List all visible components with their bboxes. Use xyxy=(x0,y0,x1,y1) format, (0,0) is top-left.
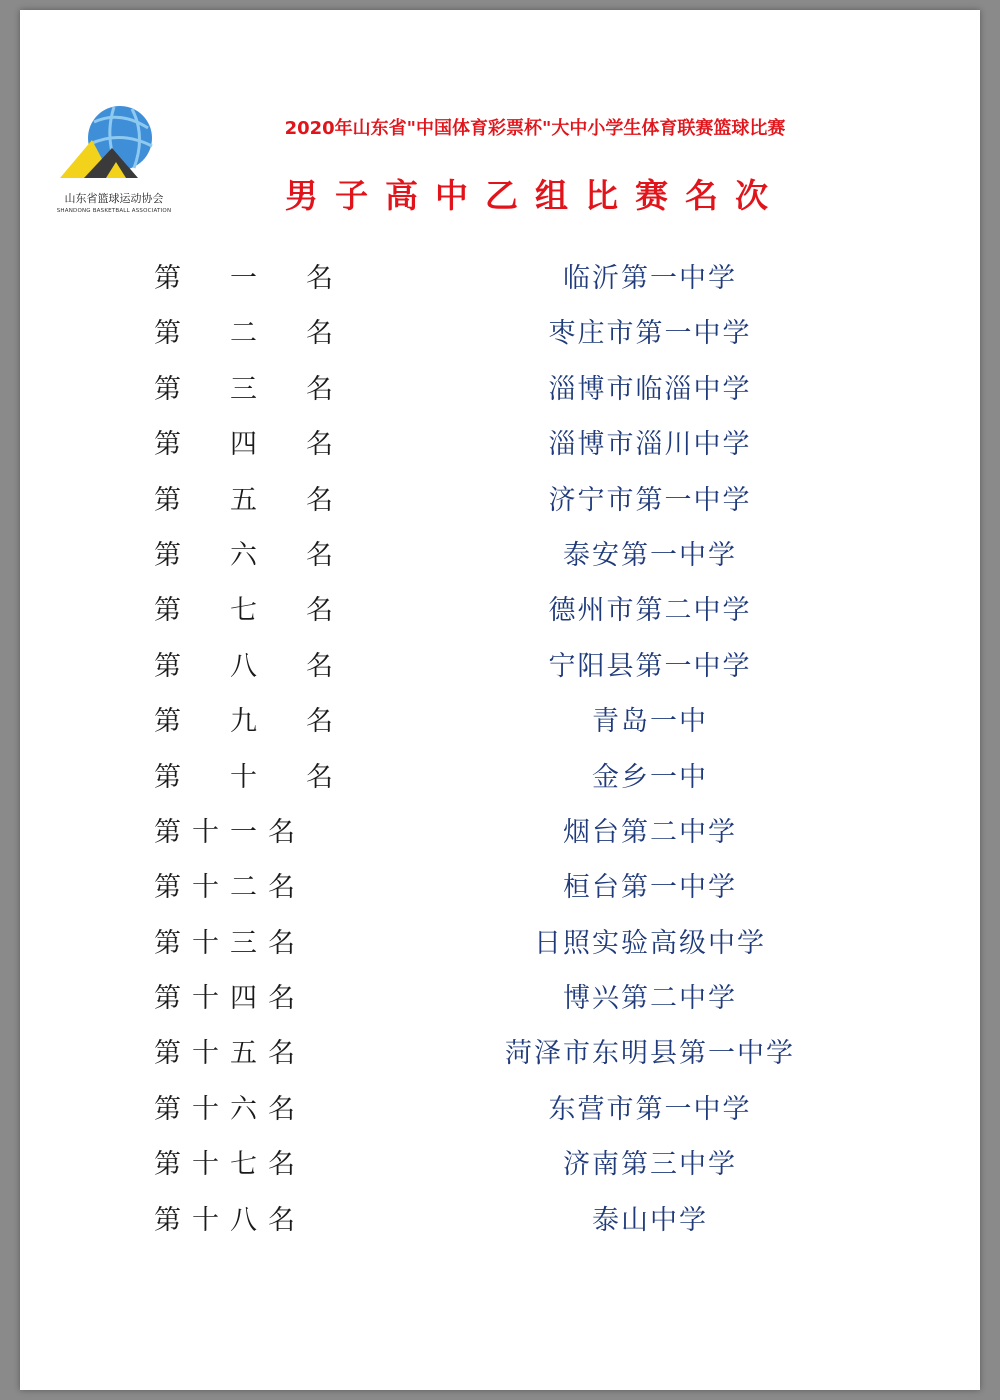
document-page xyxy=(20,10,980,1390)
document-subtitle: 男子高中乙组比赛名次 xyxy=(285,176,785,215)
ranking-row xyxy=(20,802,980,857)
ranking-row xyxy=(20,1079,980,1134)
ranking-row xyxy=(20,1190,980,1245)
rank-label: 第十三名 xyxy=(154,927,306,959)
rank-label: 第十二名 xyxy=(154,872,306,904)
ranking-row xyxy=(20,525,980,580)
rank-label: 第十一名 xyxy=(154,816,306,848)
rank-label: 第 六 名 xyxy=(154,539,344,571)
logo-text-en: SHANDONG BASKETBALL ASSOCIATION xyxy=(56,208,172,214)
ranking-row xyxy=(20,470,980,525)
school-name: 桓台第一中学 xyxy=(563,872,737,904)
school-name: 金乡一中 xyxy=(592,761,708,793)
school-name: 济南第三中学 xyxy=(563,1149,737,1181)
rank-label: 第 二 名 xyxy=(154,318,344,350)
school-name: 青岛一中 xyxy=(592,706,708,738)
rank-label: 第十七名 xyxy=(154,1149,306,1181)
ranking-row xyxy=(20,359,980,414)
school-name: 临沂第一中学 xyxy=(563,263,737,294)
logo-text-cn: 山东省篮球运动协会 xyxy=(64,192,164,205)
school-name: 烟台第二中学 xyxy=(563,816,737,848)
school-name: 泰安第一中学 xyxy=(563,539,737,571)
rank-label: 第十八名 xyxy=(154,1204,306,1236)
school-name: 淄博市淄川中学 xyxy=(548,429,752,461)
rank-label: 第十六名 xyxy=(154,1093,306,1125)
ranking-row xyxy=(20,303,980,358)
school-name: 宁阳县第一中学 xyxy=(548,650,752,682)
rank-label: 第十四名 xyxy=(154,983,306,1015)
school-name: 日照实验高级中学 xyxy=(534,927,766,959)
ranking-row xyxy=(20,913,980,968)
school-name: 淄博市临淄中学 xyxy=(548,373,752,405)
rank-label: 第 八 名 xyxy=(154,650,344,682)
rank-label: 第十五名 xyxy=(154,1038,306,1070)
ranking-row xyxy=(20,1023,980,1078)
school-name: 菏泽市东明县第一中学 xyxy=(505,1038,795,1070)
school-name: 枣庄市第一中学 xyxy=(548,318,752,350)
school-name: 德州市第二中学 xyxy=(548,595,752,627)
rank-label: 第 三 名 xyxy=(154,373,344,405)
school-name: 泰山中学 xyxy=(592,1204,708,1236)
rank-label: 第 五 名 xyxy=(154,484,344,516)
ranking-row xyxy=(20,857,980,912)
ranking-row xyxy=(20,248,980,303)
school-name: 博兴第二中学 xyxy=(563,983,737,1015)
ranking-list xyxy=(20,248,980,1245)
ranking-row xyxy=(20,414,980,469)
school-name: 济宁市第一中学 xyxy=(548,484,752,516)
rank-label: 第 十 名 xyxy=(154,761,344,793)
school-name: 东营市第一中学 xyxy=(548,1093,752,1125)
ranking-row xyxy=(20,1134,980,1189)
rank-label: 第 四 名 xyxy=(154,429,344,461)
rank-label: 第 一 名 xyxy=(154,263,344,294)
rank-label: 第 七 名 xyxy=(154,595,344,627)
document-title: 2020年山东省"中国体育彩票杯"大中小学生体育联赛篮球比赛 xyxy=(284,118,786,139)
rank-label: 第 九 名 xyxy=(154,706,344,738)
ranking-row xyxy=(20,747,980,802)
ranking-row xyxy=(20,580,980,635)
ranking-row xyxy=(20,636,980,691)
ranking-row xyxy=(20,968,980,1023)
ranking-row xyxy=(20,691,980,746)
